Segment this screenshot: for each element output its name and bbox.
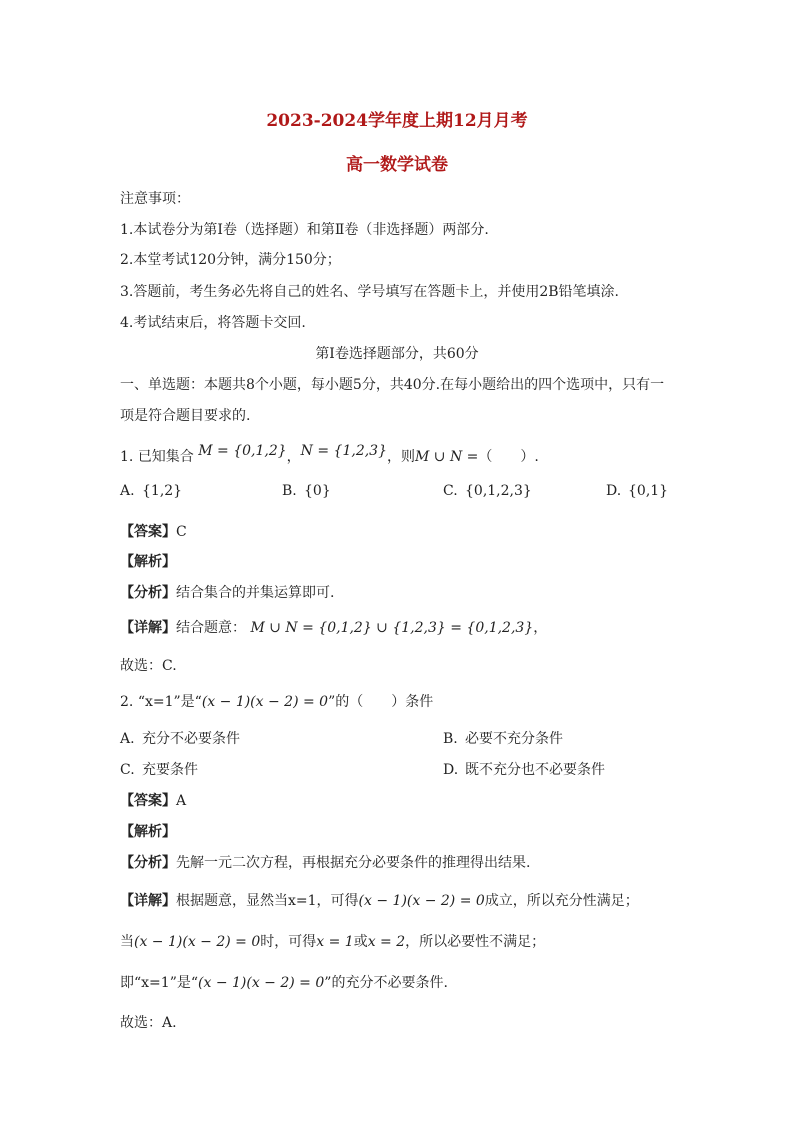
note-item-1: 1.本试卷分为第Ⅰ卷（选择题）和第Ⅱ卷（非选择题）两部分.: [120, 222, 489, 238]
q2-option-c-label: C.: [120, 762, 135, 778]
q1-analysis-tag: [120, 551, 176, 571]
q2-option-d-text: 既不充分也不必要条件: [465, 762, 605, 778]
q2-detail2-m2: x = 1: [316, 934, 354, 950]
notes-heading: 注意事项：: [120, 191, 190, 207]
q2-fenxi-text: 先解一元二次方程，再根据充分必要条件的推理得出结果.: [176, 855, 531, 871]
q2-stem: [120, 691, 433, 711]
q1-option-d-text: {0,1}: [628, 483, 669, 499]
q1-detail-tag: 【详解】: [120, 620, 176, 636]
q1-option-a-text: {1,2}: [142, 483, 183, 499]
q2-analysis-tag: [120, 821, 176, 841]
q2-stem-a: “x=1”是“: [137, 694, 202, 710]
q1-option-c: [443, 483, 532, 499]
q2-option-a-label: A.: [120, 731, 135, 747]
q1-option-b-text: {0}: [304, 483, 331, 499]
q1-option-d: [606, 483, 668, 499]
q1-fenxi: [120, 582, 334, 602]
q2-detail-line3: [120, 972, 448, 992]
q1-option-b: [282, 483, 331, 499]
q1-stem: [120, 443, 539, 466]
q2-stem-math: (x − 1)(x − 2) = 0: [201, 694, 329, 710]
q1-detail-math: M ∪ N = {0,1,2} ∪ {1,2,3} = {0,1,2,3}: [250, 620, 534, 636]
q1-option-d-label: D.: [606, 483, 622, 499]
q1-set-n: N = {1,2,3}: [300, 443, 387, 459]
q1-conclusion: 故选：C.: [120, 658, 177, 674]
q2-number: 2.: [120, 694, 134, 710]
q2-option-c-text: 充要条件: [142, 762, 198, 778]
q1-answer: [120, 521, 187, 541]
note-item-3: 3.答题前，考生务必先将自己的姓名、学号填写在答题卡上，并使用2B铅笔填涂.: [120, 284, 620, 300]
section-intro-line2: 项是符合题目要求的.: [120, 408, 251, 424]
q1-stem-prefix: 已知集合: [137, 449, 194, 465]
exam-subtitle: 高一数学试卷: [346, 155, 448, 175]
q2-analysis-label: 【解析】: [120, 824, 176, 840]
q2-detail2-d: ，所以必要性不满足；: [405, 934, 546, 950]
q2-detail1-math: (x − 1)(x − 2) = 0: [358, 893, 485, 909]
q1-union: M ∪ N =: [415, 449, 479, 465]
q2-detail-line2: [120, 931, 545, 951]
exam-title: 2023-2024学年度上期12月月考: [266, 111, 528, 131]
q2-answer-tag: 【答案】: [120, 793, 176, 809]
q1-fenxi-text: 结合集合的并集运算即可.: [176, 585, 335, 601]
note-item-2: 2.本堂考试120分钟，满分150分；: [120, 252, 341, 268]
q2-option-c: [120, 759, 198, 779]
q2-detail1-a: 根据题意，显然当x=1，可得: [176, 893, 359, 909]
q2-fenxi-tag: 【分析】: [120, 855, 176, 871]
q2-option-a-text: 充分不必要条件: [142, 731, 240, 747]
q2-option-b-label: B.: [443, 731, 458, 747]
q2-detail3-a: 即“x=1”是“: [120, 975, 199, 991]
q2-detail3-b: ”的充分不必要条件.: [324, 975, 448, 991]
q1-option-a: [120, 483, 182, 499]
q2-detail2-a: 当: [120, 934, 134, 950]
q2-answer: [120, 790, 186, 810]
q1-detail-end: ，: [533, 620, 548, 636]
note-item-4: 4.考试结束后，将答题卡交回.: [120, 315, 306, 331]
q1-option-c-text: {0,1,2,3}: [465, 483, 532, 499]
q2-fenxi: [120, 852, 530, 872]
q2-conclusion: 故选：A.: [120, 1015, 177, 1031]
q2-option-d: [443, 759, 605, 779]
q2-option-b: [443, 728, 563, 748]
q2-option-a: [120, 728, 240, 748]
q1-detail-text: 结合题意：: [176, 620, 246, 636]
q2-answer-value: A: [176, 793, 187, 809]
q1-answer-value: C: [176, 524, 187, 540]
q2-detail2-math: (x − 1)(x − 2) = 0: [134, 934, 261, 950]
q1-option-b-label: B.: [282, 483, 297, 499]
section-intro-line1: 一、单选题：本题共8个小题，每小题5分，共40分.在每小题给出的四个选项中，只有一: [120, 377, 665, 393]
q2-detail1-b: 成立，所以充分性满足；: [484, 893, 639, 909]
q2-detail-tag: 【详解】: [120, 893, 176, 909]
q2-stem-b: ”的（ ）条件: [328, 694, 434, 710]
q2-detail2-c: 或: [353, 934, 368, 950]
q1-analysis-label: 【解析】: [120, 554, 176, 570]
q1-stem-end: （ ）.: [478, 449, 539, 465]
q2-detail-line1: [120, 890, 639, 910]
q1-sep: ，: [286, 449, 301, 465]
q1-answer-tag: 【答案】: [120, 524, 176, 540]
q1-detail: [120, 617, 547, 637]
q1-fenxi-tag: 【分析】: [120, 585, 176, 601]
q1-number: 1.: [120, 449, 134, 465]
q1-option-c-label: C.: [443, 483, 458, 499]
q2-detail2-b: 时，可得: [260, 934, 317, 950]
q1-stem-mid: ，则: [387, 449, 415, 465]
q2-detail2-m3: x = 2: [367, 934, 406, 950]
section-heading: 第Ⅰ卷选择题部分，共60分: [315, 346, 479, 362]
q2-option-d-label: D.: [443, 762, 459, 778]
q2-option-b-text: 必要不充分条件: [465, 731, 563, 747]
q1-option-a-label: A.: [120, 483, 135, 499]
q2-detail3-math: (x − 1)(x − 2) = 0: [198, 975, 325, 991]
q1-set-m: M = {0,1,2}: [198, 443, 287, 459]
